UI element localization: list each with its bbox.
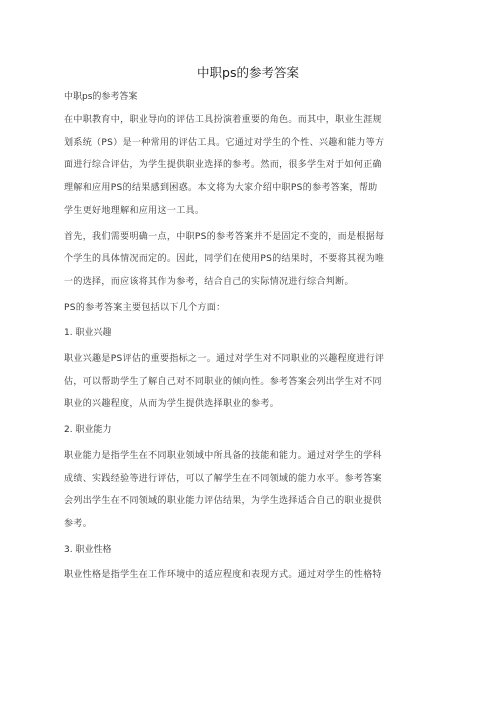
text-line: 面进行综合评估，为学生提供职业选择的参考。然而，很多学生对于如何正确 <box>64 160 382 171</box>
text-line: 一的选择，而应该将其作为参考，结合自己的实际情况进行综合判断。 <box>64 276 354 287</box>
document-title: 中职ps的参考答案 <box>197 65 299 80</box>
paragraph-first <box>64 226 432 294</box>
text-line: 首先，我们需要明确一点，中职PS的参考答案并不是固定不变的，而是根据每 <box>64 231 385 242</box>
section-body-interest <box>64 348 432 416</box>
paragraph-list-intro <box>64 297 432 320</box>
text-line: 职业能力是指学生在不同职业领域中所具备的技能和能力。通过对学生的学科 <box>64 450 382 461</box>
text-line: 职业性格是指学生在工作环境中的适应程度和表现方式。通过对学生的性格特 <box>64 570 382 581</box>
section-heading-personality: 3. 职业性格 <box>64 544 112 555</box>
section-heading-interest: 1. 职业兴趣 <box>64 328 112 339</box>
text-line: 会列出学生在不同领域的职业能力评估结果，为学生选择适合自己的职业提供 <box>64 496 382 507</box>
section-body-personality <box>64 564 432 587</box>
text-line: 理解和应用PS的结果感到困惑。本文将为大家介绍中职PS的参考答案，帮助 <box>64 183 378 194</box>
text-line: 参考。 <box>64 518 93 529</box>
text-line: 职业的兴趣程度，从而为学生提供选择职业的参考。 <box>64 399 280 410</box>
text-line: PS的参考答案主要包括以下几个方面： <box>64 302 226 313</box>
paragraph-intro <box>64 109 432 223</box>
text-line: 划系统（PS）是一种常用的评估工具。它通过对学生的个性、兴趣和能力等方 <box>64 137 385 148</box>
text-line: 个学生的具体情况而定的。因此，同学们在使用PS的结果时，不要将其视为唯 <box>64 254 385 265</box>
section-heading-ability: 2. 职业能力 <box>64 425 112 436</box>
document-subtitle: 中职ps的参考答案 <box>64 92 138 102</box>
text-line: 学生更好地理解和应用这一工具。 <box>64 205 205 216</box>
text-line: 在中职教育中，职业导向的评估工具扮演着重要的角色。而其中，职业生涯规 <box>64 115 382 125</box>
text-line: 成绩、实践经验等进行评估，可以了解学生在不同领域的能力水平。参考答案 <box>64 473 382 484</box>
section-body-ability <box>64 445 432 536</box>
text-line: 估，可以帮助学生了解自己对不同职业的倾向性。参考答案会列出学生对不同 <box>64 376 382 387</box>
text-line: 职业兴趣是PS评估的重要指标之一。通过对学生对不同职业的兴趣程度进行评 <box>64 354 385 365</box>
